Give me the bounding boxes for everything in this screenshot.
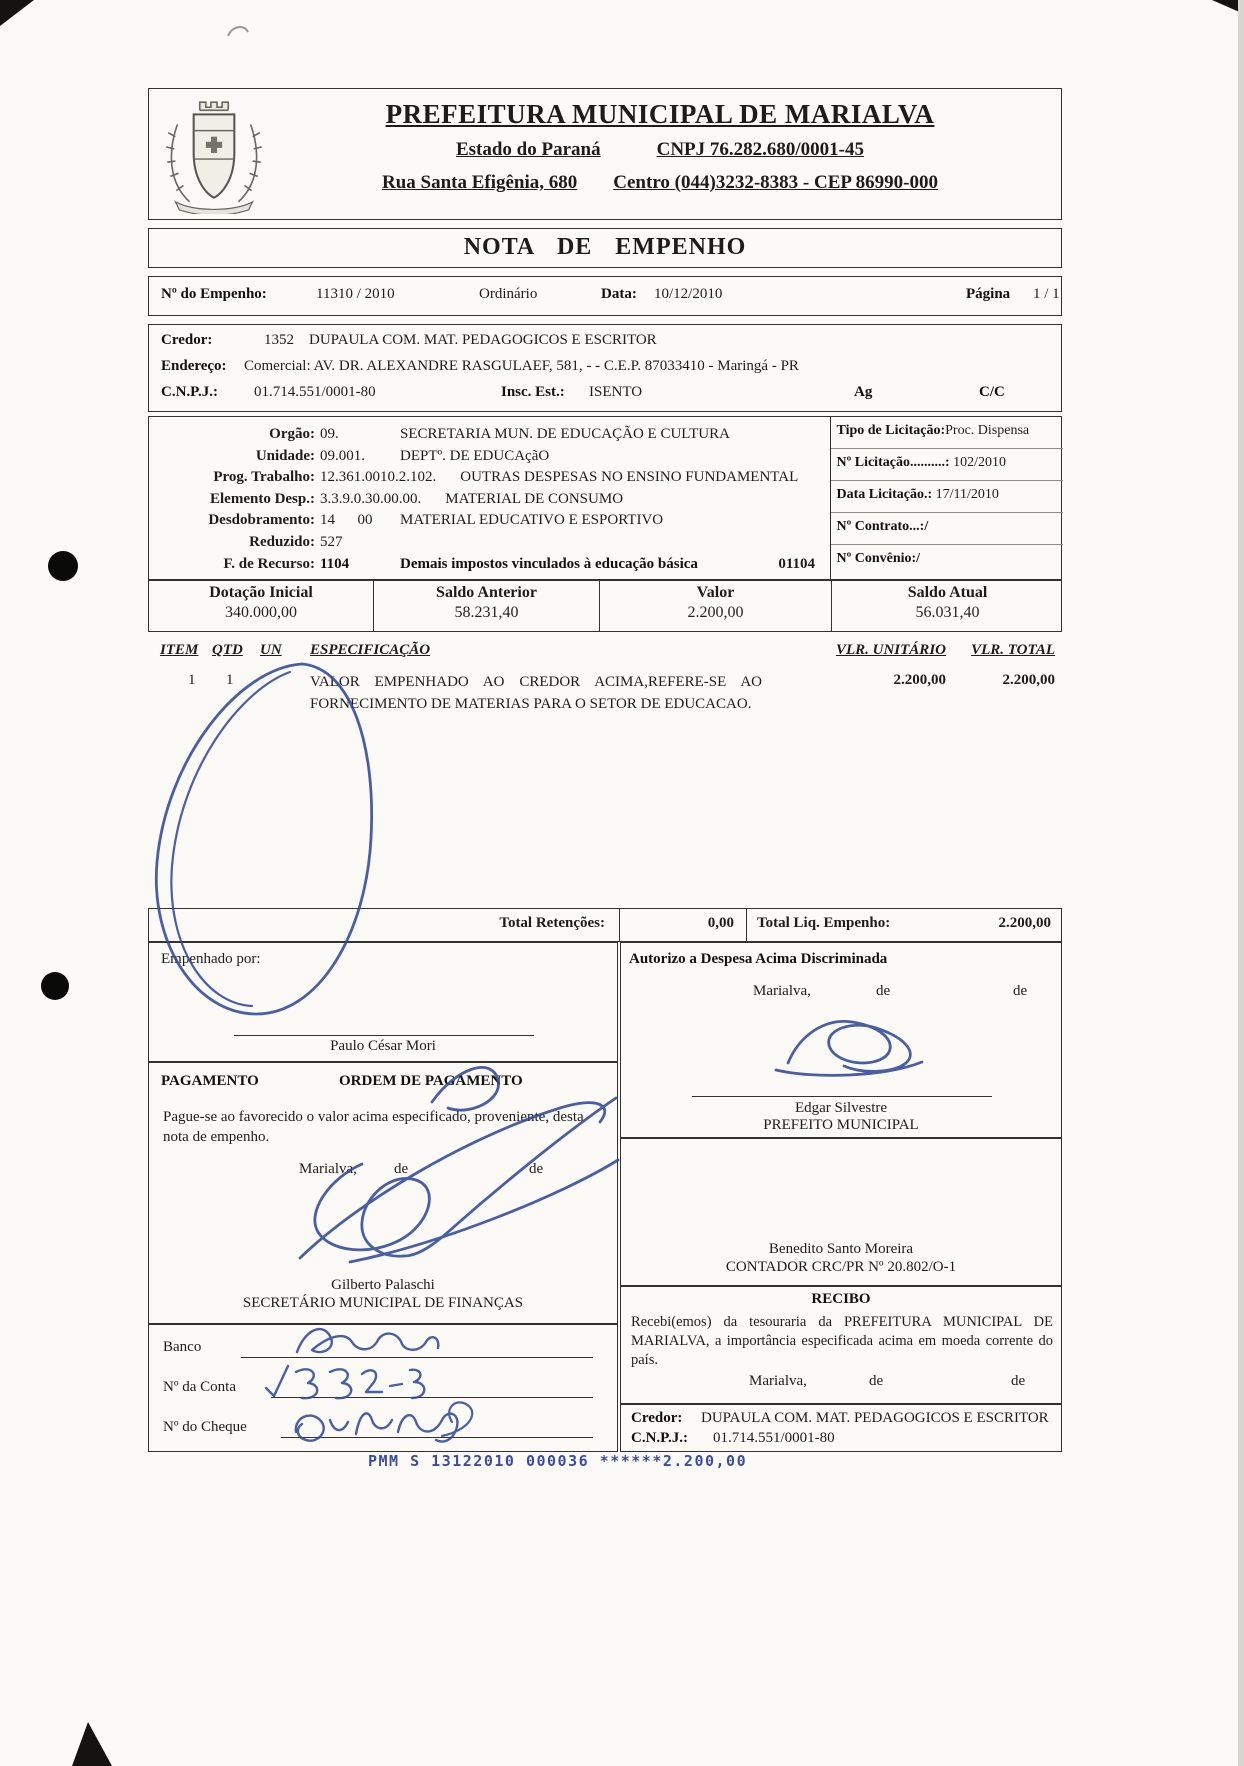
cheque-fill-line [281, 1437, 593, 1438]
committed-by-signature-line [234, 1035, 534, 1036]
recurso-code: 1104 [320, 555, 350, 572]
unidade-label: Unidade: [255, 447, 315, 464]
payment-box [148, 1062, 618, 1324]
bidding-number-value: 102/2010 [953, 455, 1006, 471]
receipt-box [620, 1286, 1062, 1404]
page-value: 1 / 1 [1033, 286, 1060, 302]
municipal-coat-of-arms-icon [163, 94, 265, 214]
mayor-role: PREFEITO MUNICIPAL [763, 1117, 919, 1133]
balances-table [148, 580, 1062, 632]
budget-row-unidade [149, 446, 831, 468]
crown [200, 102, 228, 110]
shield [194, 114, 235, 197]
value-value: 2.200,00 [687, 604, 744, 621]
finance-secretary-name: Gilberto Palaschi [331, 1277, 435, 1293]
mayor-signature-line [692, 1096, 992, 1097]
creditor-label: Credor: [161, 332, 213, 348]
unit-price-col-header: VLR. UNITÁRIO [835, 642, 946, 658]
item-total-price: 2.200,00 [1002, 672, 1055, 688]
desdobramento-code: 14 00 [320, 512, 373, 529]
previous-balance-value: 58.231,40 [454, 604, 519, 621]
authorization-title: Autorizo a Despesa Acima Discriminada [629, 951, 888, 967]
item-col-header: ITEM [160, 642, 199, 658]
recurso-label: F. de Recurso: [223, 555, 315, 572]
bidding-number-row [831, 449, 1064, 481]
empenho-number-value: 11310 / 2010 [316, 286, 395, 302]
creditor-code: 1352 [264, 332, 294, 348]
agreement-number-label: Nº Convênio:/ [836, 551, 921, 567]
bidding-date-row [831, 481, 1064, 513]
payment-title: PAGAMENTO [161, 1073, 259, 1089]
agency-label: Ag [854, 384, 873, 400]
receipt-de-1: de [869, 1373, 884, 1389]
bidding-number-label: Nº Licitação..........: [836, 455, 950, 471]
prog-trabalho-label: Prog. Trabalho: [213, 469, 315, 486]
authorization-de-2: de [1013, 983, 1028, 999]
items-table-header [148, 642, 1062, 664]
bank-details-box [148, 1324, 618, 1452]
current-balance-col [831, 581, 1063, 631]
orgao-code: 09. [320, 426, 339, 442]
bidding-type-row [831, 417, 1064, 449]
receipt-title: RECIBO [811, 1291, 871, 1307]
municipality-cnpj: CNPJ 76.282.680/0001-45 [656, 139, 865, 160]
dot-matrix-validation-line: PMM S 13122010 000036 ******2.200,00 [368, 1452, 748, 1470]
item-number: 1 [188, 672, 196, 688]
initial-allocation-value: 340.000,00 [225, 604, 297, 621]
receipt-text: Recebi(emos) da tesouraria da PREFEITURA MUNICIPAL DE MARIALVA, a importância especificada acima em moeda corrente do país. [631, 1314, 1053, 1368]
document-title: NOTA DE EMPENHO [148, 228, 1062, 268]
account-fill-line [271, 1397, 593, 1398]
finance-secretary-role: SECRETÁRIO MUNICIPAL DE FINANÇAS [242, 1295, 524, 1311]
corner-artifact-top-left [0, 0, 34, 26]
footer-creditor-label: Credor: [631, 1410, 683, 1426]
creditor-footer-box [620, 1404, 1062, 1452]
state-reg-value: ISENTO [589, 384, 643, 400]
value-col [599, 581, 831, 631]
desdobramento-label: Desdobramento: [208, 512, 315, 529]
unidade-code: 09.001. [320, 447, 365, 464]
item-specification: VALOR EMPENHADO AO CREDOR ACIMA,REFERE-SE AO FORNECIMENTO DE MATERIAS PARA O SETOR DE EDUCACAO. [310, 674, 762, 712]
cnpj-value: 01.714.551/0001-80 [254, 384, 376, 400]
committed-by-box [148, 942, 618, 1062]
retentions-label: Total Retenções: [499, 915, 605, 931]
budget-row-desdobramento [149, 510, 831, 532]
bidding-info-column [830, 417, 1064, 579]
bank-fill-line [241, 1357, 593, 1358]
unit-col-header: UN [260, 642, 282, 658]
budget-rows [149, 417, 831, 579]
right-edge-shading [1238, 0, 1244, 1766]
account-label: C/C [979, 384, 1005, 400]
footer-cnpj-value: 01.714.551/0001-80 [713, 1430, 835, 1446]
corner-artifact-top-right [1212, 0, 1244, 14]
street-address: Rua Santa Efigênia, 680 [381, 172, 578, 193]
current-balance-value: 56.031,40 [915, 604, 980, 621]
bidding-type-label: Tipo de Licitação: [836, 423, 946, 438]
accountant-box [620, 1138, 1062, 1286]
mayor-name: Edgar Silvestre [794, 1100, 888, 1116]
bidding-date-label: Data Licitação.: [836, 487, 933, 503]
state-reg-label: Insc. Est.: [501, 384, 565, 400]
budget-row-reduzido [149, 532, 831, 554]
accountant-role: CONTADOR CRC/PR Nº 20.802/O-1 [725, 1259, 957, 1275]
hole-punch-top [48, 551, 78, 581]
account-number-label: Nº da Conta [163, 1379, 236, 1395]
prog-trabalho-desc: OUTRAS DESPESAS NO ENSINO FUNDAMENTAL [460, 469, 799, 486]
agreement-number-row [831, 545, 1064, 577]
committed-by-label: Empenhado por: [161, 951, 261, 967]
elemento-code: 3.3.9.0.30.00.00. [320, 490, 422, 507]
payment-order-title: ORDEM DE PAGAMENTO [339, 1073, 523, 1089]
letterhead-box [148, 88, 1062, 220]
budget-row-prog-trabalho [149, 467, 831, 489]
budget-row-recurso [149, 554, 831, 576]
contract-number-row [831, 513, 1064, 545]
unidade-desc: DEPTº. DE EDUCAçãO [400, 447, 550, 464]
address-label: Endereço: [161, 358, 227, 374]
initial-allocation-label: Dotação Inicial [209, 584, 313, 601]
bidding-date-value: 17/11/2010 [935, 487, 999, 503]
reduzido-code: 527 [320, 533, 343, 550]
net-total-cell [746, 909, 1061, 941]
date-label: Data: [601, 286, 637, 302]
state-name: Estado do Paraná [455, 139, 601, 160]
letterhead-line3 [267, 172, 1053, 194]
prog-trabalho-code: 12.361.0010.2.102. [320, 469, 437, 486]
accountant-name: Benedito Santo Moreira [768, 1241, 914, 1257]
footer-cnpj-label: C.N.P.J.: [631, 1430, 688, 1446]
top-smudge-mark [228, 27, 248, 36]
creditor-box [148, 324, 1062, 412]
authorization-de-1: de [876, 983, 891, 999]
scroll-banner [175, 202, 252, 214]
page-label: Página [966, 286, 1011, 302]
cheque-number-label: Nº do Cheque [163, 1419, 247, 1435]
letterhead-line2 [267, 139, 1053, 161]
reduzido-label: Reduzido: [249, 533, 315, 550]
reduzido-desc [400, 532, 831, 554]
receipt-city: Marialva, [749, 1373, 807, 1389]
payment-city: Marialva, [299, 1161, 357, 1177]
authorization-city: Marialva, [753, 983, 811, 999]
net-total-label: Total Liq. Empenho: [757, 915, 891, 931]
payment-order-text: Pague-se ao favorecido o valor acima especificado, proveniente, desta nota de empenho. [163, 1109, 584, 1146]
orgao-desc: SECRETARIA MUN. DE EDUCAÇÃO E CULTURA [400, 426, 730, 442]
budget-row-elemento [149, 489, 831, 511]
net-total-value: 2.200,00 [998, 915, 1051, 931]
budget-classification-box [148, 416, 1062, 580]
empenho-number-label: Nº do Empenho: [161, 286, 267, 302]
payment-de-2: de [529, 1161, 544, 1177]
contract-number-label: Nº Contrato...:/ [836, 519, 929, 535]
cnpj-label: C.N.P.J.: [161, 384, 218, 400]
orgao-label: Orgão: [269, 426, 315, 442]
hole-punch-bottom [41, 972, 69, 1000]
total-col-header: VLR. TOTAL [971, 642, 1055, 658]
totals-row [148, 908, 1062, 942]
recurso-extra-code: 01104 [778, 555, 815, 572]
address-value: Comercial: AV. DR. ALEXANDRE RASGULAEF, 581, - - C.E.P. 87033410 - Maringá - PR [244, 358, 799, 374]
item-row [148, 672, 1062, 732]
date-value: 10/12/2010 [654, 286, 723, 302]
municipality-name: PREFEITURA MUNICIPAL DE MARIALVA [385, 99, 935, 129]
bidding-type-value: Proc. Dispensa [945, 423, 1030, 438]
current-balance-label: Saldo Atual [907, 584, 988, 601]
previous-balance-col [373, 581, 599, 631]
footer-creditor-name: DUPAULA COM. MAT. PEDAGOGICOS E ESCRITOR [701, 1410, 1049, 1426]
item-unit-price: 2.200,00 [893, 672, 946, 688]
desdobramento-desc: MATERIAL EDUCATIVO E ESPORTIVO [400, 512, 664, 529]
recurso-desc: Demais impostos vinculados à educação básica [400, 555, 698, 572]
authorization-box [620, 942, 1062, 1138]
creditor-name: DUPAULA COM. MAT. PEDAGOGICOS E ESCRITOR [309, 332, 657, 348]
receipt-de-2: de [1011, 1373, 1026, 1389]
qty-col-header: QTD [212, 642, 243, 658]
empenho-type: Ordinário [479, 286, 538, 302]
payment-de-1: de [394, 1161, 409, 1177]
empenho-number-row [148, 276, 1062, 316]
elemento-desc: MATERIAL DE CONSUMO [445, 490, 624, 507]
previous-balance-label: Saldo Anterior [436, 584, 537, 601]
initial-allocation-col [149, 581, 373, 631]
district-phone-cep: Centro (044)3232-8383 - CEP 86990-000 [613, 172, 939, 193]
item-qty: 1 [226, 672, 234, 688]
budget-row-orgao [149, 424, 831, 446]
committed-by-name: Paulo César Mori [330, 1038, 436, 1054]
spec-col-header: ESPECIFICAÇÃO [310, 642, 431, 658]
value-label: Valor [696, 584, 735, 601]
retentions-value: 0,00 [619, 909, 746, 941]
elemento-label: Elemento Desp.: [210, 490, 315, 507]
letterhead-text [267, 99, 1053, 194]
corner-artifact-bottom-left [72, 1722, 112, 1766]
bank-label: Banco [163, 1339, 202, 1355]
